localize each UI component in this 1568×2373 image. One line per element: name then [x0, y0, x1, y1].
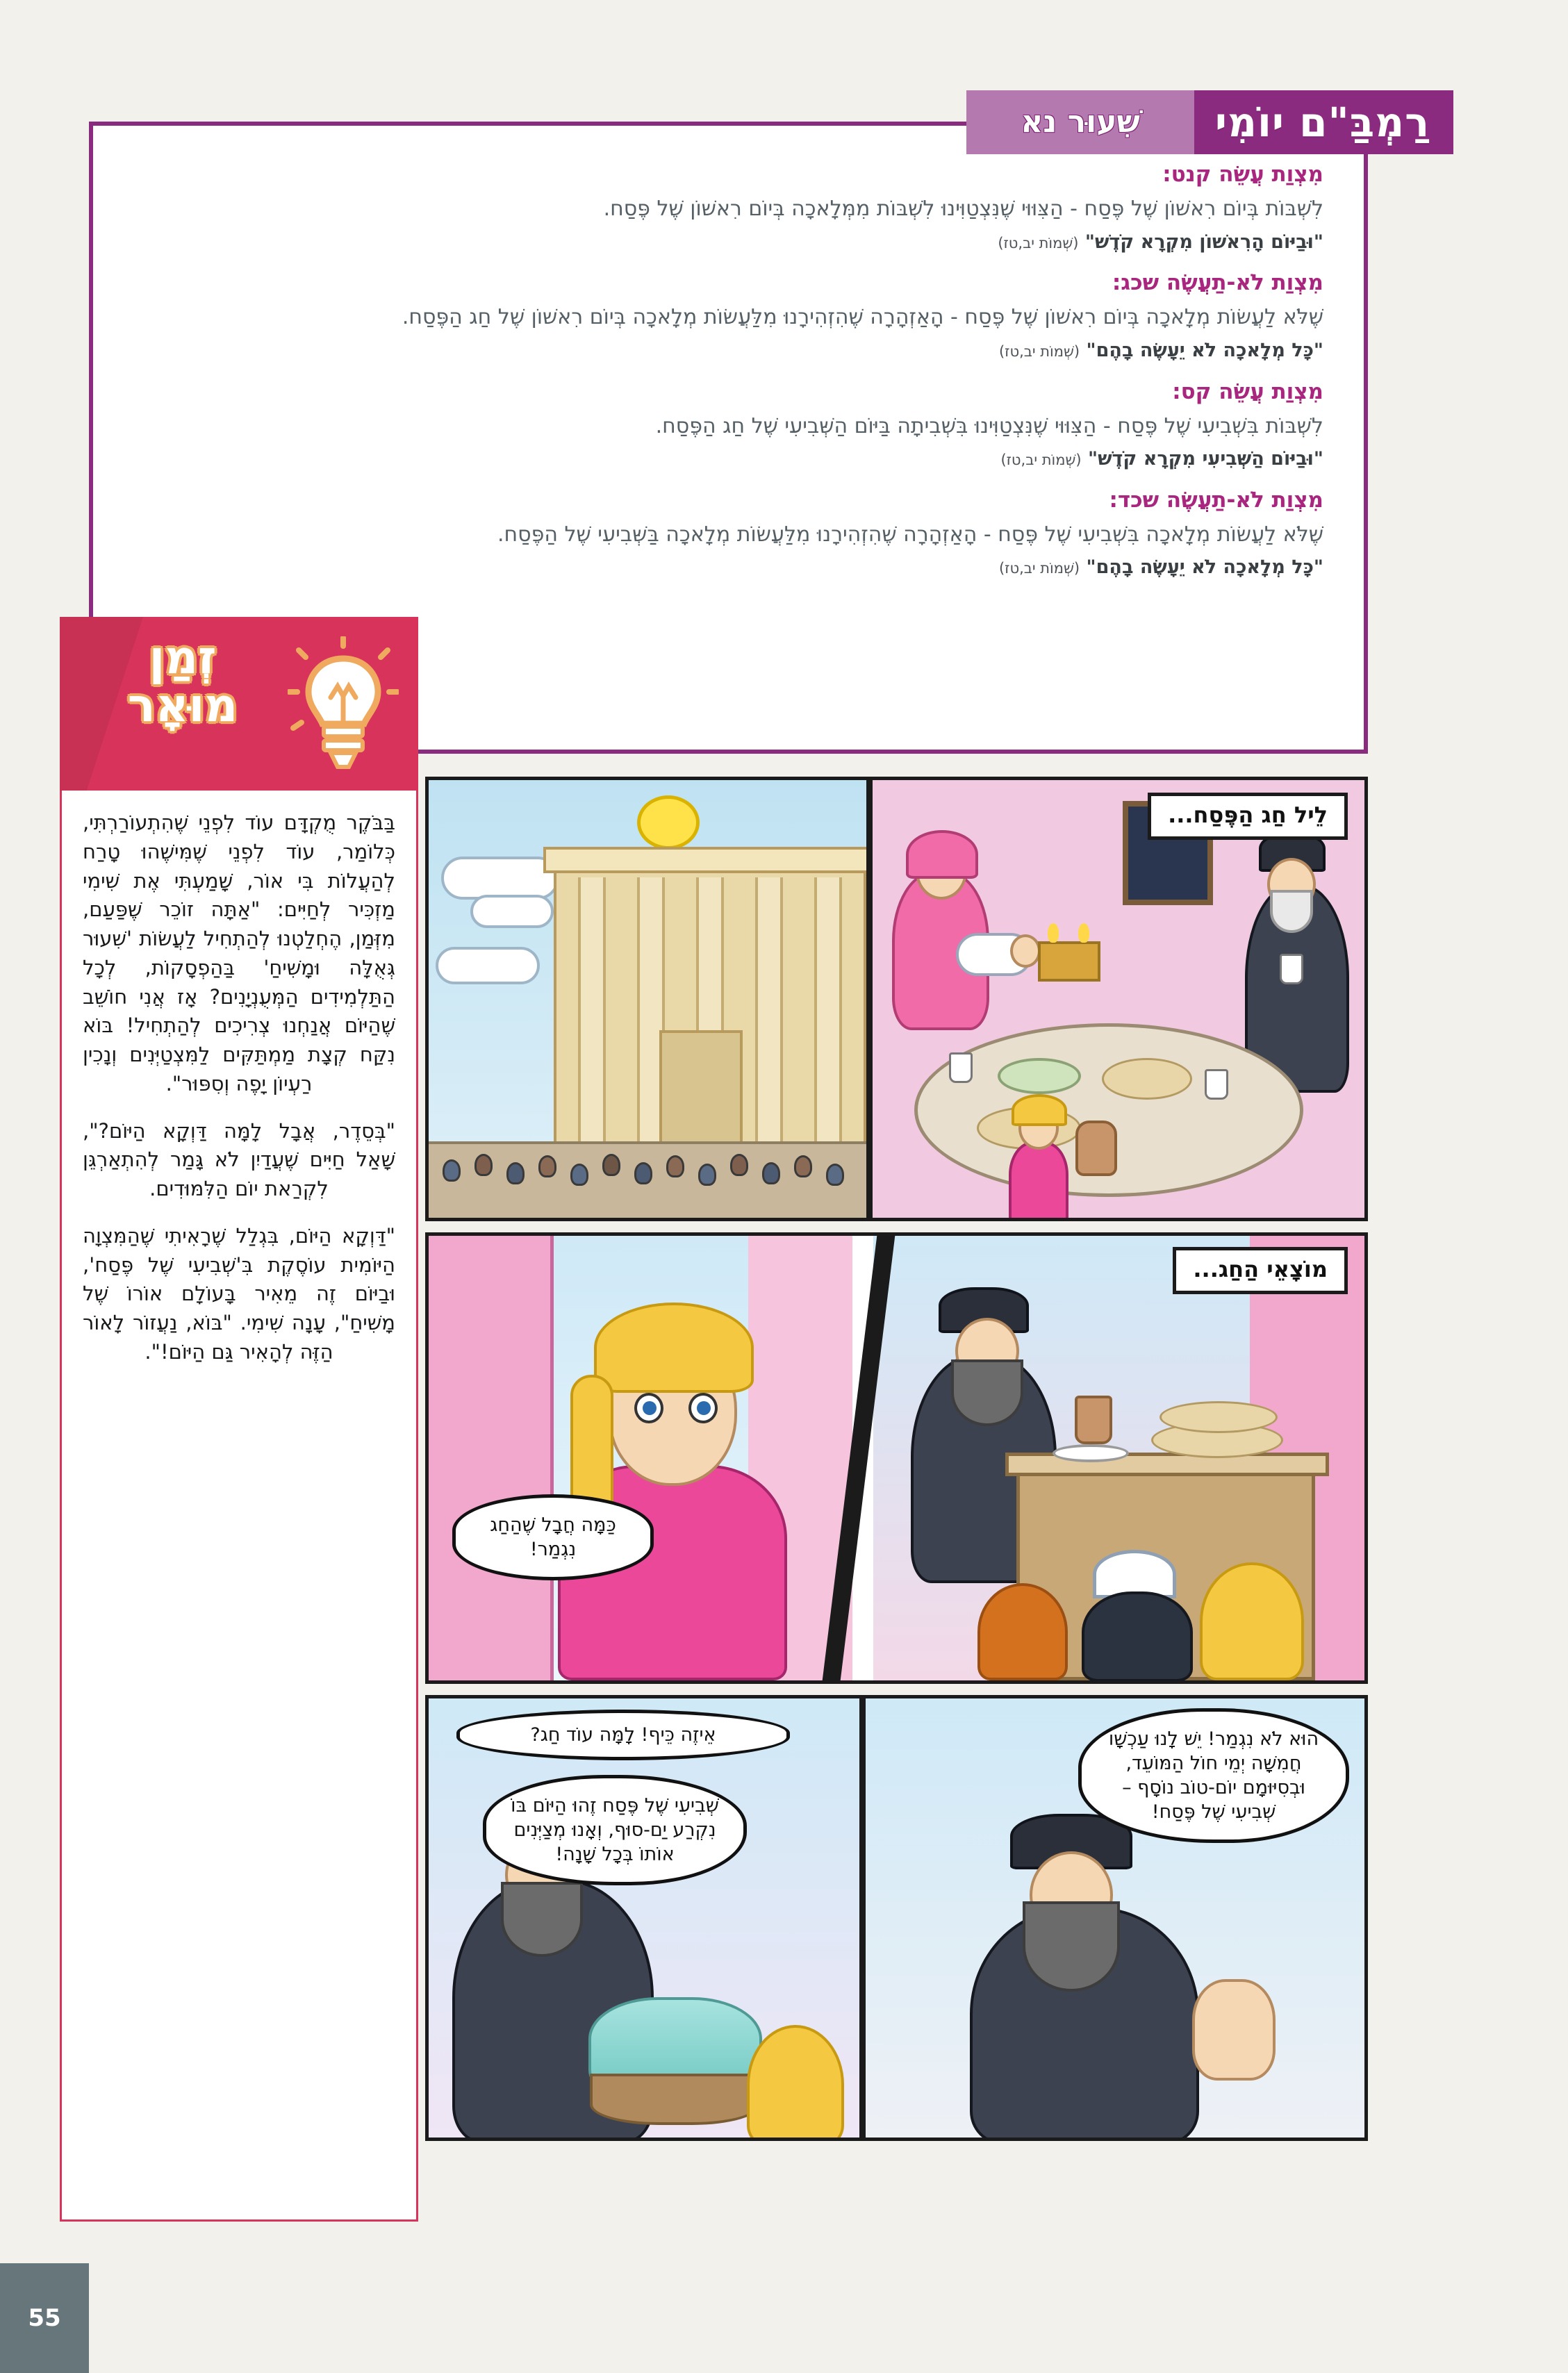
- kiddush-cup: [1280, 954, 1303, 984]
- girl-hair: [594, 1303, 754, 1393]
- man-beard: [501, 1882, 583, 1957]
- mitzva-block: [133, 162, 1323, 255]
- lightbulb-icon: [288, 636, 399, 775]
- comic-panel-sea-split: [429, 1698, 859, 2138]
- zman-muar-badge: [60, 617, 418, 791]
- mitzva-body: לִשְׁבּוֹת בִּשְׁבִיעִי שֶׁל פֶּסַח - הַצִּוּוּי שֶׁנִּצְטַוִּינוּ בִּשְׁבִיתָה בַּיּוֹם הַשְּׁבִיעִי שֶׁל חַג הַפֶּסַח.: [655, 413, 1323, 438]
- badge-line-2: מוּאָר: [127, 679, 238, 733]
- mitzva-body: שֶׁלֹּא לַעֲשׂוֹת מְלָאכָה בִּשְׁבִיעִי שֶׁל פֶּסַח - הָאַזְהָרָה שֶׁהִזְהִירָנוּ מִלַּעֲשׂוֹת מְלָאכָה בַּשְּׁבִיעִי שֶׁל הַפֶּסַח.: [497, 522, 1323, 547]
- mitzva-source-quote: "כָּל מְלָאכָה לֹא יֵעָשֶׂה בָהֶם": [1086, 339, 1323, 361]
- mitzva-block: [133, 270, 1323, 363]
- story-paragraph: "בְּסֵדֶר, אֲבָל לָמָּה דַּוְקָא הַיּוֹם?", שָׁאַל חַיִּים שֶׁעֲדַיִן לֹא גָּמַר לְהִתְאַרְגֵּן לִקְרַאת יוֹם הַלִּמּוּדִים.: [83, 1118, 395, 1200]
- caption-after-holiday: מוֹצָאֵי הַחַג...: [1173, 1247, 1348, 1294]
- crowd-person: [762, 1162, 780, 1184]
- bubble-man-not-over: הוּא לֹא נִגְמַר! יֵשׁ לָנוּ עַכְשָׁו חֲמִשָּׁה יְמֵי חוֹל הַמּוֹעֵד, וּבְסִיּוּמָם יוֹם-טוֹב נוֹסָף – שְׁבִיעִי שֶׁל פֶּסַח!: [1078, 1708, 1349, 1843]
- comic-strip-row-2: [425, 1232, 1368, 1684]
- mitzva-heading: מִצְוַת עֲשֵׂה קס:: [1172, 379, 1323, 404]
- mitzva-source: [133, 338, 1323, 364]
- mitzva-body: לִשְׁבּוֹת בְּיוֹם רִאשׁוֹן שֶׁל פֶּסַח - הַצִּוּוּי שֶׁנִּצְטַוִּינוּ לִשְׁבּוֹת מִמְּלָאכָה בְּיוֹם רִאשׁוֹן שֶׁל פֶּסַח.: [603, 197, 1323, 221]
- cloud-shape: [441, 857, 559, 900]
- man-beard: [1023, 1901, 1120, 1992]
- crowd-group: [429, 1141, 866, 1218]
- plate-shape: [1053, 1444, 1129, 1462]
- story-column: [60, 791, 418, 2222]
- mitzva-heading: מִצְוַת לֹא-תַעֲשֶׂה שכד:: [1109, 487, 1323, 513]
- girl-pupil: [697, 1401, 711, 1415]
- matza-stack: [1160, 1401, 1278, 1433]
- comic-strip: [425, 777, 1368, 2152]
- bubble-man-explains: שְׁבִיעִי שֶׁל פֶּסַח זֶהוּ הַיּוֹם בּוֹ נִקְרַע יַם-סוּף, וְאָנוּ מְצַיְּנִים אוֹתוֹ בְּכָל שָׁנָה!: [483, 1775, 747, 1885]
- comic-panel-girl-sad: [429, 1236, 852, 1680]
- curtain-shape: [429, 1236, 554, 1680]
- mitzva-source-ref: (שְׁמוֹת יב,טז): [998, 560, 1080, 577]
- crowd-person: [602, 1154, 620, 1176]
- mitzva-source-quote: "וּבַיּוֹם הָרִאשׁוֹן מִקְרָא קֹדֶשׁ": [1084, 231, 1323, 253]
- comic-panel-temple: [429, 780, 866, 1218]
- crowd-person: [634, 1162, 652, 1184]
- temple-column: [578, 877, 606, 1148]
- mitzva-heading: מִצְוַת לֹא-תַעֲשֶׂה שכג:: [1112, 270, 1323, 296]
- crowd-person: [698, 1164, 716, 1186]
- kiddush-cup: [1205, 1069, 1228, 1100]
- story-paragraph: "דַּוְקָא הַיּוֹם, בִּגְלַל שֶׁרָאִיתִי שֶׁהַמִּצְוָה הַיּוֹמִית עוֹסֶקֶת בִּ'שְׁבִיעִי שֶׁל פֶּסַח', וּבַיּוֹם זֶה מֵאִיר בָּעוֹלָם אוֹרוֹ שֶׁל מָשִׁיחַ", עָנָה שִׁימִי. "בּוֹא, נַעֲזוֹר לָאוֹר הַזֶּה לְהָאִיר גַּם הַיּוֹם!".: [83, 1223, 395, 1364]
- sand-shape: [590, 2074, 761, 2125]
- comic-panel-man-explains: [866, 1698, 1364, 2138]
- child-figure: [1009, 1141, 1068, 1218]
- mitzva-block: [133, 379, 1323, 472]
- girl-hair-foreground: [747, 2025, 844, 2138]
- mitzva-body: שֶׁלֹּא לַעֲשׂוֹת מְלָאכָה בְּיוֹם רִאשׁוֹן שֶׁל פֶּסַח - הָאַזְהָרָה שֶׁהִזְהִירָנוּ מִלַּעֲשׂוֹת מְלָאכָה בְּיוֹם רִאשׁוֹן שֶׁל חַג הַפֶּסַח.: [402, 305, 1323, 330]
- story-paragraph: בַּבֹּקֶר מֻקְדָּם עוֹד לִפְנֵי שֶׁהִתְעוֹרַרְתִּי, כְּלוֹמַר, עוֹד לִפְנֵי שֶׁמִּישֶׁהוּ טָרַח לְהַעֲלוֹת בִּי אוֹר, שָׁמַעְתִּי אֶת שִׁימִי מַזְכִּיר לְחַיִּים: "אַתָּה זוֹכֵר שֶׁפַּעַם, מִזְּמַן, הֶחְלַטְנוּ לְהַתְחִיל לַעֲשׂוֹת 'שִׁעוּר גְּאֻלָּה וּמָשִׁיחַ' בַּהַפְסָקוֹת, לְכָל הַתַּלְמִידִים הַמְּעֻנְיָנִים? אָז אֲנִי חוֹשֵׁב שֶׁהַיּוֹם אֲנַחְנוּ צְרִיכִים לְהַתְחִיל! בּוֹא נִקַּח קְצָת מַמְתַּקִּים לַמִּצְטַיְּנִים וְנָכִין רַעְיוֹן יָפֶה וְסִפּוּר".: [83, 811, 395, 1095]
- crowd-person: [506, 1162, 525, 1184]
- zman-muar-label: [82, 631, 283, 733]
- caption-seder-night: לֵיל חַג הַפֶּסַח...: [1148, 793, 1348, 840]
- crowd-person: [570, 1164, 588, 1186]
- crowd-person: [474, 1154, 493, 1176]
- temple-column: [755, 877, 783, 1148]
- cloud-shape: [436, 947, 540, 984]
- kiddush-cup: [1075, 1396, 1112, 1444]
- father-beard: [1270, 890, 1313, 933]
- sun-icon: [637, 795, 700, 850]
- man-hand: [1192, 1979, 1276, 2081]
- mitzva-source-ref: (שְׁמוֹת יב,טז): [998, 342, 1080, 360]
- mitzva-source-ref: (שְׁמוֹת יב,טז): [998, 234, 1079, 251]
- candles-shape: [1038, 941, 1100, 982]
- cloud-shape: [470, 895, 554, 928]
- crowd-person: [826, 1164, 844, 1186]
- candle-flame: [1048, 923, 1059, 943]
- crowd-person: [538, 1155, 556, 1177]
- crowd-person: [443, 1159, 461, 1182]
- crowd-person: [794, 1155, 812, 1177]
- seder-plate: [998, 1058, 1081, 1094]
- bubble-girl-excited: אֵיזֶה כֵּיף! לָמָּה עוֹד חַג?: [456, 1710, 790, 1760]
- child-hair-red: [977, 1583, 1068, 1680]
- mitzva-source: [133, 446, 1323, 472]
- mitzva-heading: מִצְוַת עֲשֵׂה קנט:: [1162, 162, 1323, 187]
- candle-flame: [1078, 923, 1089, 943]
- comic-panel-after-holiday: [873, 1236, 1364, 1680]
- page-header: [966, 90, 1453, 154]
- crowd-person: [666, 1155, 684, 1177]
- mother-headscarf: [906, 830, 978, 879]
- mitzva-source: [133, 229, 1323, 256]
- lesson-number-badge: שִׁעוּר נא: [966, 90, 1194, 154]
- crowd-person: [730, 1154, 748, 1176]
- girl-pupil: [643, 1401, 657, 1415]
- comic-panel-seder-night: [873, 780, 1364, 1218]
- bubble-girl-sad: כַּמָּה חֲבָל שֶׁהַחַג נִגְמַר!: [452, 1494, 654, 1580]
- matza-plate: [1102, 1058, 1192, 1100]
- comic-strip-row-3: [425, 1695, 1368, 2141]
- mitzva-source-quote: "וּבַיּוֹם הַשְּׁבִיעִי מִקְרָא קֹדֶשׁ": [1088, 448, 1323, 470]
- mitzva-block: [133, 488, 1323, 581]
- temple-doorway: [659, 1030, 743, 1152]
- child-figure: [1082, 1591, 1193, 1680]
- baby-face: [1010, 934, 1041, 968]
- mitzva-source-quote: "כָּל מְלָאכָה לֹא יֵעָשֶׂה בָהֶם": [1086, 556, 1323, 579]
- panel-divider: [859, 1698, 866, 2138]
- mitzva-source-ref: (שְׁמוֹת יב,טז): [1000, 452, 1082, 469]
- child-hair: [1200, 1562, 1304, 1680]
- panel-divider: [866, 780, 873, 1218]
- kiddush-cup: [949, 1052, 973, 1083]
- page-title: רַמְבַּ"ם יוֹמִי: [1194, 90, 1453, 154]
- father-beard: [951, 1359, 1023, 1426]
- wine-jug: [1075, 1121, 1117, 1176]
- temple-roof: [543, 847, 866, 873]
- temple-column: [814, 877, 842, 1148]
- mitzva-source: [133, 554, 1323, 581]
- comic-strip-row-1: [425, 777, 1368, 1221]
- page-number: 55: [0, 2263, 89, 2373]
- child-hair: [1012, 1094, 1067, 1126]
- badge-line-1: זְמַן: [149, 631, 217, 684]
